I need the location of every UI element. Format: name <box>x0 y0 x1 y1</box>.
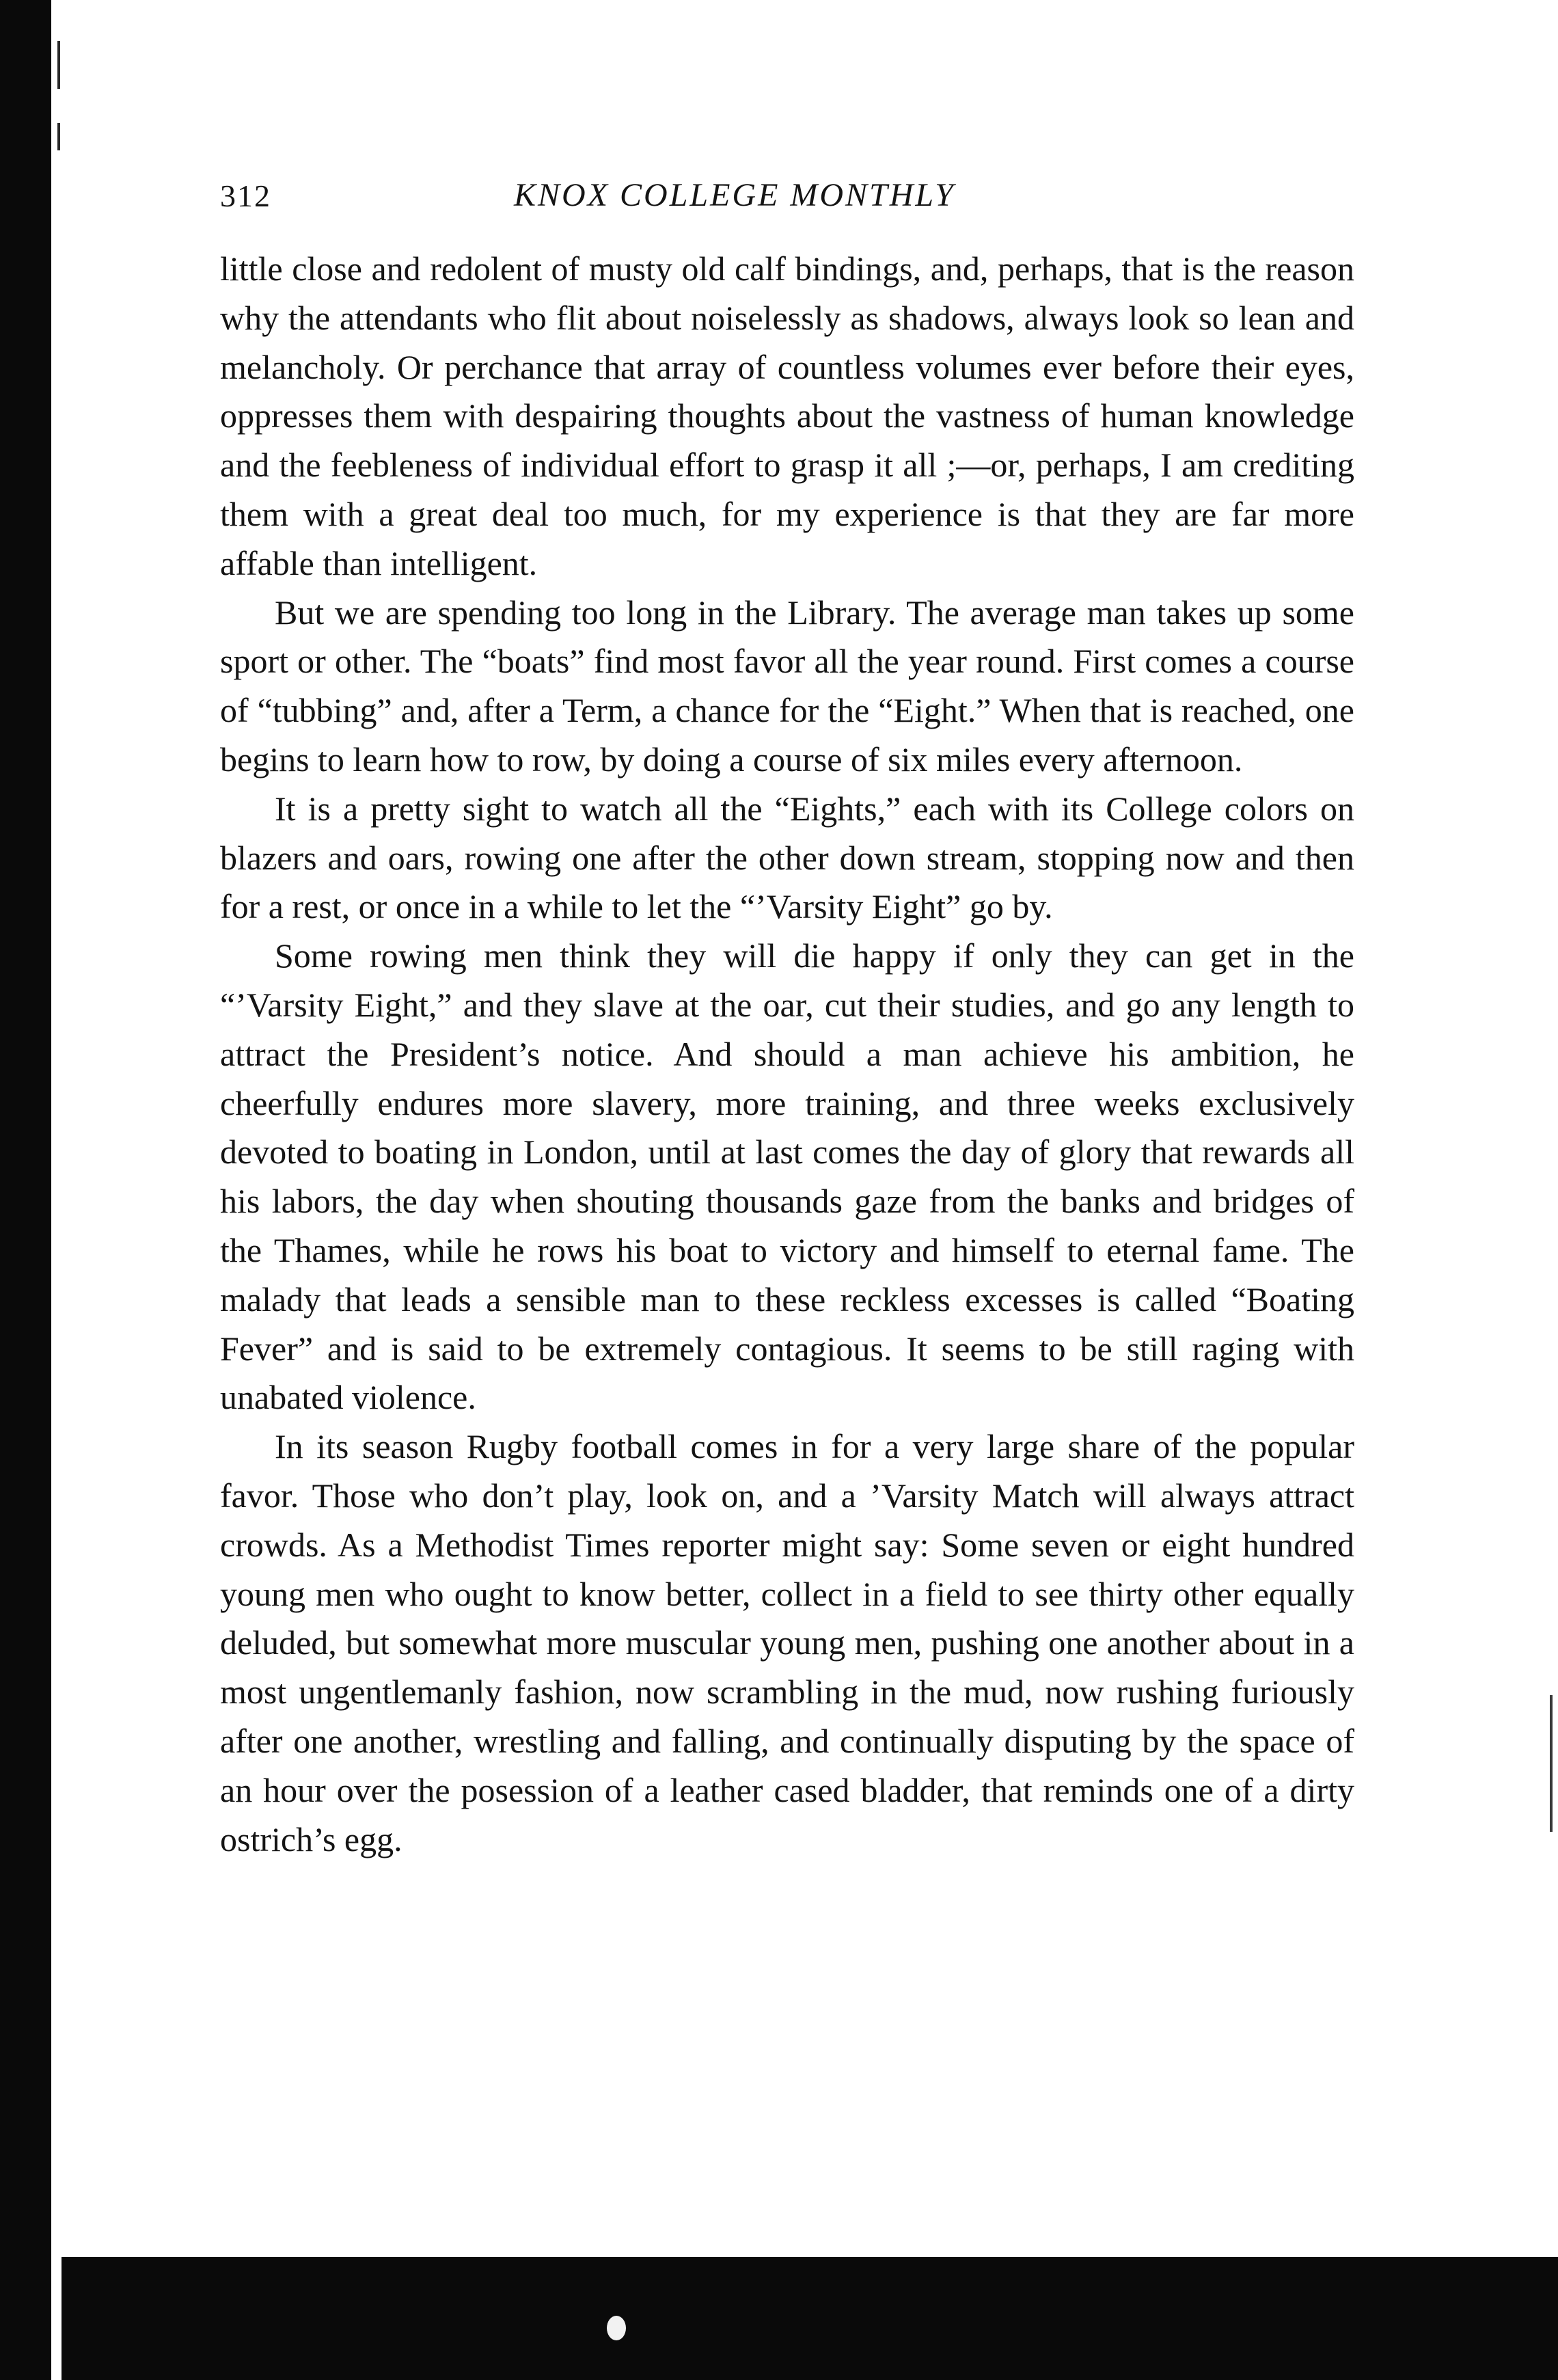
journal-title: KNOX COLLEGE MONTHLY <box>514 177 955 213</box>
scan-border-bottom <box>62 2257 1558 2380</box>
scan-speck <box>57 41 60 89</box>
scan-border-left <box>0 0 51 2380</box>
body-text <box>220 245 1354 1864</box>
paragraph-library: little close and redolent of musty old calf bindings, and, perhaps, that is the reason why the attendants who flit about noiselessly as shadows, always look so lean and melancholy. Or perchance that array of countless volumes ever before their eyes, oppresses them with despairing thoughts about the vastness of human knowledge and the feebleness of individual effort to grasp it all ;—or, perhaps, I am crediting them with a great deal too much, for my experience is that they are far more affable than intelligent. <box>220 249 1354 582</box>
paragraph-rowing: Some rowing men think they will die happy if only they can get in the “’Varsity Eight,” and they slave at the oar, cut their studies, and go any length to attract the President’s notice. And should a man achieve his ambition, he cheerfully endures more slavery, more training, and three weeks exclusively devoted to boating in London, until at last comes the day of glory that rewards all his labors, the day when shouting thousands gaze from the banks and bridges of the Thames, while he rows his boat to victory and himself to eternal fame. The malady that leads a sensible man to these reckless excesses is called “Boating Fever” and is said to be extremely contagious. It seems to be still raging with unabated violence. <box>220 936 1354 1417</box>
paragraph-rugby: In its season Rugby football comes in for a very large share of the popular favor. Those who don’t play, look on, and a ’Varsity Match will always attract crowds. As a Methodist Times reporter might say: Some seven or eight hundred young men who ought to know better, collect in a field to see thirty other equally deluded, but somewhat more muscular young men, pushing one another about in a most ungentlemanly fashion, now scrambling in the mud, now rushing furiously after one another, wrestling and falling, and continually disputing by the space of an hour over the posession of a leather cased bladder, that reminds one of a dirty ostrich’s egg. <box>220 1427 1354 1858</box>
scan-speck <box>1550 1695 1553 1832</box>
paragraph-eights: It is a pretty sight to watch all the “Eights,” each with its College colors on blazers and oars, rowing one after the other down stream, stopping now and then for a rest, or once in a while to let the “’Varsity Eight” go by. <box>220 789 1354 926</box>
paragraph-sport: But we are spending too long in the Library. The average man takes up some sport or other. The “boats” find most favor all the year round. First comes a course of “tubbing” and, after a Term, a chance for the “Eight.” When that is reached, one begins to learn how to row, by doing a course of six miles every afternoon. <box>220 593 1354 779</box>
document-page <box>220 171 1354 1864</box>
running-head <box>220 171 1354 220</box>
scan-speck <box>57 123 60 150</box>
scan-speck <box>607 2316 626 2340</box>
page-number: 312 <box>220 178 271 213</box>
